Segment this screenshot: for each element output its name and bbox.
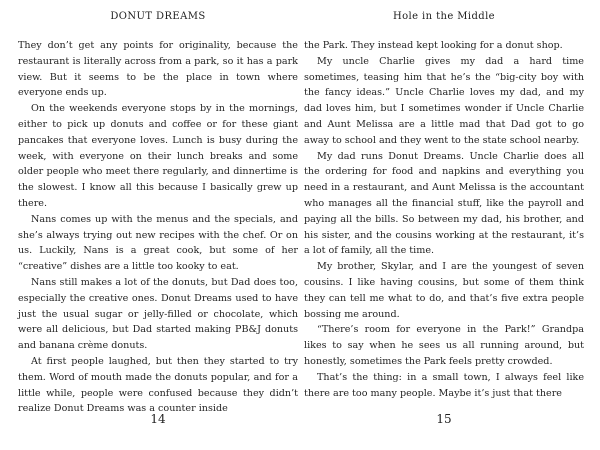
paragraph: Nans still makes a lot of the donuts, but Dad does too, especially the creative ones. Donut Dreams used to have just the usual sugar or jelly-filled or chocolate, which were all delicious, but Dad started making PB&J donuts and banana crème donuts.	[18, 276, 298, 352]
paragraph: My uncle Charlie gives my dad a hard time sometimes, teasing him that he’s the “big-city boy with the fancy ideas.” Uncle Charlie loves my dad, and my dad loves him, but I sometimes wonder if Uncle Charlie and Aunt Melissa are a little mad that Dad got to go away to school and they went to the state school nearby.	[304, 55, 584, 146]
running-head-left: DONUT DREAMS	[110, 11, 206, 22]
page-number-right: 15	[436, 412, 452, 426]
paragraph: “There’s room for everyone in the Park!” Grandpa likes to say when he sees us all running around, but honestly, sometimes the Park feels pretty crowded.	[304, 324, 584, 367]
page-number-left: 14	[150, 412, 166, 426]
paragraph: Nans comes up with the menus and the specials, and she’s always trying out new recipes with the chef. Or on us. Luckily, Nans is a great cook, but some of her “creative” dishes are a little too kooky to eat.	[18, 213, 298, 273]
right-page-body	[304, 38, 584, 401]
paragraph: At first people laughed, but then they started to try them. Word of mouth made the donuts popular, and for a little while, people were confused because they didn’t realize Donut Dreams was a counter inside	[18, 355, 298, 415]
running-head-right: Hole in the Middle	[393, 11, 495, 22]
paragraph: the Park. They instead kept looking for a donut shop.	[304, 40, 563, 51]
paragraph: On the weekends everyone stops by in the mornings, either to pick up donuts and coffee or for these giant pancakes that everyone loves. Lunch is busy during the week, with everyone on their lunch breaks and some older people who meet there regularly, and dinnertime is the slowest. I know all this because I basically grew up there.	[18, 103, 298, 209]
paragraph: They don’t get any points for originality, because the restaurant is literally across from a park, so it has a park view. But it seems to be the place in town where everyone ends up.	[18, 40, 298, 99]
left-page-body	[18, 38, 298, 417]
paragraph: My brother, Skylar, and I are the youngest of seven cousins. I like having cousins, but some of them think they can tell me what to do, and that’s five extra people bossing me around.	[304, 261, 584, 320]
right-page	[304, 0, 584, 450]
left-page	[18, 0, 298, 450]
paragraph: My dad runs Donut Dreams. Uncle Charlie does all the ordering for food and napkins and everything you need in a restaurant, and Aunt Melissa is the accountant who manages all the financial stuff, like the payroll and paying all the bills. So between my dad, his brother, and his sister, and the cousins working at the restaurant, it’s a lot of family, all the time.	[304, 150, 584, 257]
paragraph: That’s the thing: in a small town, I always feel like there are too many people. Maybe it’s just that there	[304, 371, 584, 399]
